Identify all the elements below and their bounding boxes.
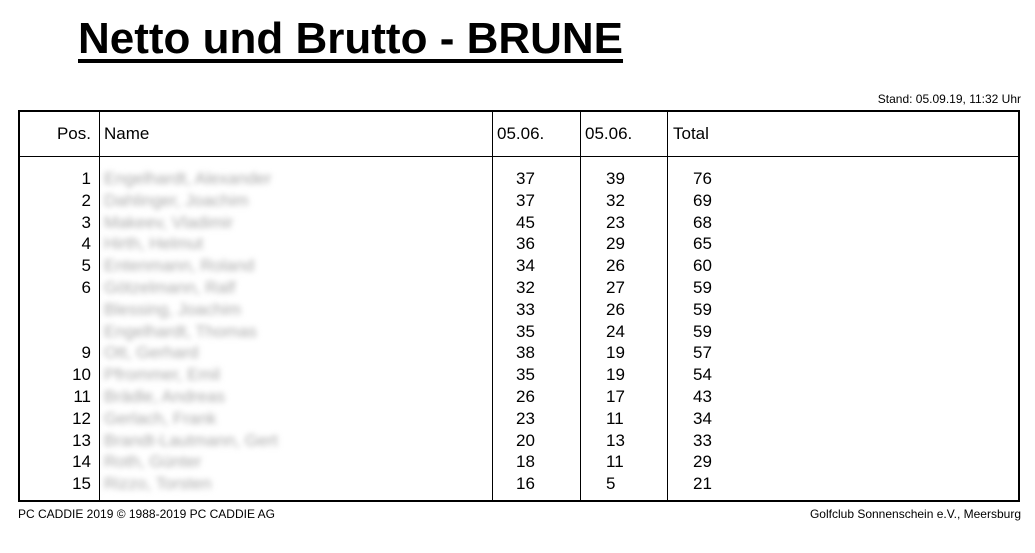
round-1-score: 45 — [516, 212, 535, 232]
round-1-score: 37 — [516, 169, 535, 188]
player-name: Hirth, Helmut — [104, 234, 204, 254]
table-row — [20, 168, 1018, 190]
total-score: 76 — [693, 169, 712, 188]
position: 2 — [81, 190, 91, 210]
position: 1 — [81, 169, 91, 188]
total-score: 69 — [693, 190, 712, 210]
total-score: 57 — [693, 343, 712, 363]
column-header-total: Total — [673, 124, 709, 143]
player-name: Gerlach, Frank — [104, 408, 217, 428]
round-2-score: 19 — [606, 343, 625, 363]
player-name: Dahlinger, Joachim — [104, 190, 249, 210]
table-row — [20, 255, 1018, 277]
table-row — [20, 212, 1018, 234]
position: 3 — [81, 212, 91, 232]
round-2-score: 39 — [606, 169, 625, 188]
total-score: 33 — [693, 430, 712, 450]
table-row — [20, 473, 1018, 495]
round-2-score: 29 — [606, 234, 625, 254]
round-2-score: 19 — [606, 365, 625, 385]
total-score: 65 — [693, 234, 712, 254]
total-score: 60 — [693, 256, 712, 276]
round-1-score: 36 — [516, 234, 535, 254]
round-2-score: 24 — [606, 321, 625, 341]
round-2-score: 32 — [606, 190, 625, 210]
position: 13 — [72, 430, 91, 450]
total-score: 59 — [693, 321, 712, 341]
column-header-round-1: 05.06. — [497, 124, 545, 143]
table-row — [20, 364, 1018, 386]
footer-club-name: Golfclub Sonnenschein e.V., Meersburg — [809, 507, 1021, 521]
table-row — [20, 386, 1018, 408]
table-body — [20, 168, 1018, 495]
position: 12 — [72, 408, 91, 428]
round-2-score: 17 — [606, 386, 625, 406]
player-name: Engelhardt, Alexander — [104, 169, 272, 188]
position: 5 — [81, 256, 91, 276]
player-name: Pfrommer, Emil — [104, 365, 221, 385]
round-2-score: 26 — [606, 299, 625, 319]
round-2-score: 5 — [606, 474, 616, 494]
table-row — [20, 299, 1018, 321]
round-2-score: 26 — [606, 256, 625, 276]
player-name: Brädle, Andreas — [104, 386, 225, 406]
table-row — [20, 321, 1018, 343]
player-name: Engelhardt, Thomas — [104, 321, 257, 341]
player-name: Makeev, Vladimir — [104, 212, 234, 232]
round-1-score: 35 — [516, 321, 535, 341]
table-row — [20, 190, 1018, 212]
round-2-score: 11 — [606, 452, 624, 472]
round-1-score: 37 — [516, 190, 535, 210]
table-row — [20, 277, 1018, 299]
column-header-round-2: 05.06. — [585, 124, 633, 143]
player-name: Ott, Gerhard — [104, 343, 199, 363]
total-score: 68 — [693, 212, 712, 232]
player-name: Götzelmann, Ralf — [104, 277, 236, 297]
position: 6 — [81, 277, 91, 297]
round-1-score: 38 — [516, 343, 535, 363]
table-row — [20, 430, 1018, 452]
round-1-score: 23 — [516, 408, 535, 428]
round-2-score: 27 — [606, 277, 625, 297]
footer-copyright: PC CADDIE 2019 © 1988-2019 PC CADDIE AG — [18, 507, 275, 521]
position: 4 — [81, 234, 91, 254]
position: 14 — [72, 452, 91, 472]
table-row — [20, 342, 1018, 364]
round-1-score: 32 — [516, 277, 535, 297]
total-score: 54 — [693, 365, 712, 385]
table-row — [20, 451, 1018, 473]
position: 9 — [81, 343, 91, 363]
round-1-score: 34 — [516, 256, 535, 276]
player-name: Blessing, Joachim — [104, 299, 242, 319]
round-1-score: 18 — [516, 452, 535, 472]
round-2-score: 13 — [606, 430, 625, 450]
position: 10 — [72, 365, 91, 385]
total-score: 29 — [693, 452, 712, 472]
round-2-score: 23 — [606, 212, 625, 232]
header-divider — [20, 156, 1018, 157]
total-score: 59 — [693, 277, 712, 297]
round-1-score: 20 — [516, 430, 535, 450]
player-name: Rizzo, Torsten — [104, 474, 212, 494]
position: 15 — [72, 474, 91, 494]
page-title: Netto und Brutto - BRUNE — [78, 14, 624, 63]
round-1-score: 26 — [516, 386, 535, 406]
total-score: 34 — [693, 408, 712, 428]
column-header-name: Name — [104, 124, 150, 143]
total-score: 21 — [693, 474, 712, 494]
round-1-score: 16 — [516, 474, 535, 494]
total-score: 59 — [693, 299, 712, 319]
player-name: Roth, Günter — [104, 452, 202, 472]
stand-timestamp: Stand: 05.09.19, 11:32 Uhr — [877, 92, 1021, 106]
player-name: Brandt-Lautmann, Gert — [104, 430, 278, 450]
position: 11 — [73, 386, 91, 406]
table-row — [20, 408, 1018, 430]
player-name: Entenmann, Roland — [104, 256, 255, 276]
round-2-score: 11 — [606, 408, 624, 428]
table-row — [20, 233, 1018, 255]
total-score: 43 — [693, 386, 712, 406]
column-header-pos: Pos. — [56, 124, 91, 143]
results-table — [18, 110, 1020, 502]
round-1-score: 35 — [516, 365, 535, 385]
round-1-score: 33 — [516, 299, 535, 319]
